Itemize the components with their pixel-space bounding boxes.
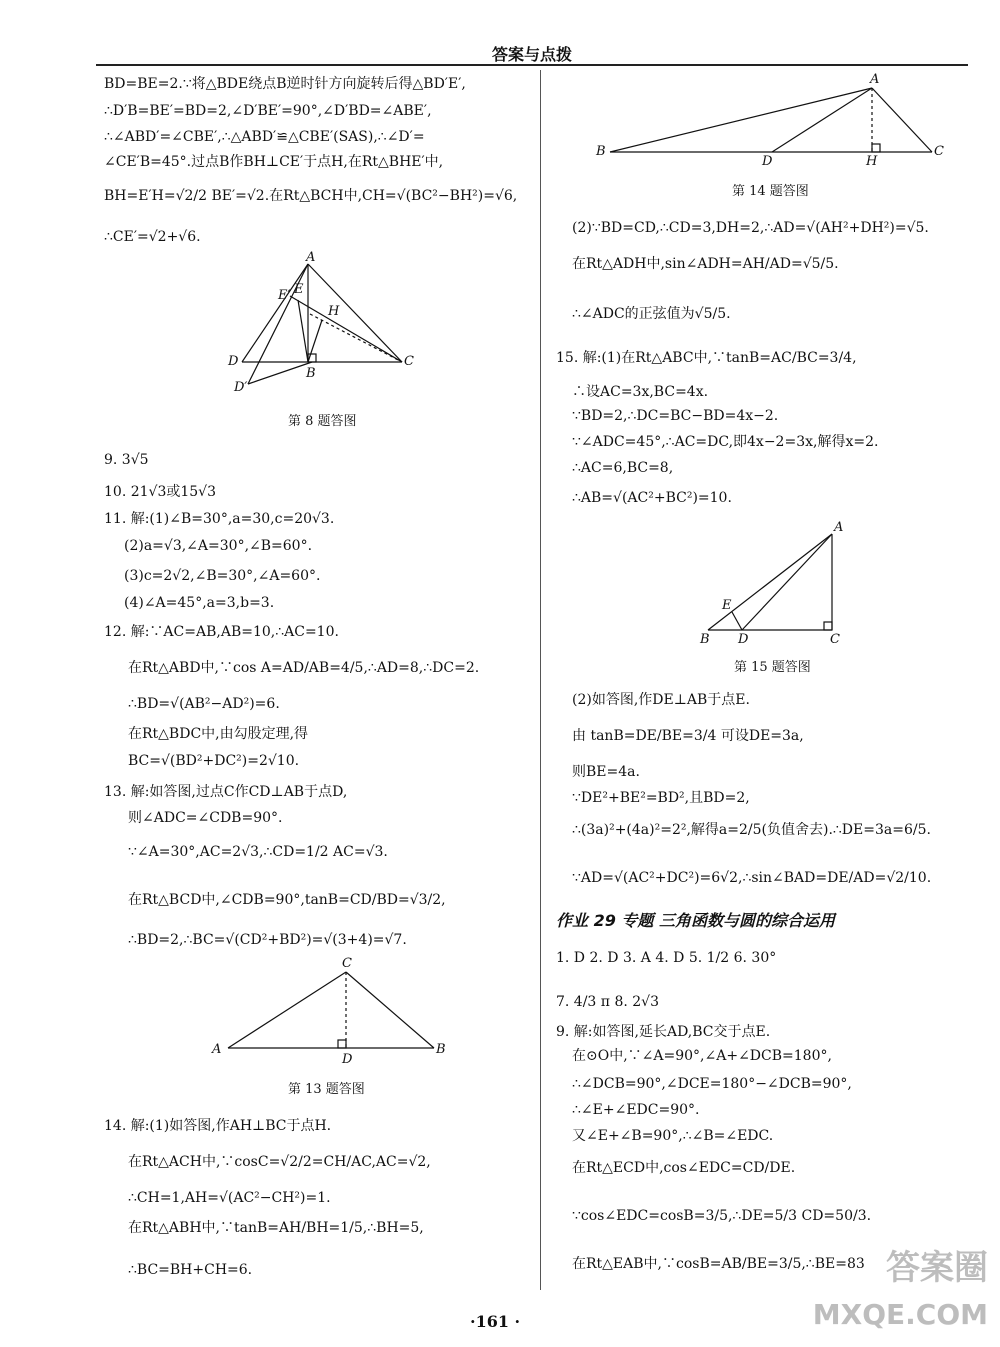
watermark-url: MXQE.COM — [812, 1298, 988, 1331]
header-title: 答案与点拨 — [491, 45, 572, 64]
page-header — [96, 40, 968, 66]
fig15-label: E — [722, 598, 732, 613]
figure-14-caption: 第 14 题答图 — [732, 184, 809, 199]
text-line: 在Rt△ACH中,∵cosC=√2/2=CH/AC,AC=√2, — [128, 1154, 431, 1170]
fig15-label: C — [830, 632, 840, 647]
figure-8 — [224, 252, 424, 406]
text-line: BD=BE=2.∵将△BDE绕点B逆时针方向旋转后得△BD′E′, — [104, 76, 466, 92]
text-line: ∴BD=2,∴BC=√(CD²+BD²)=√(3+4)=√7. — [128, 932, 407, 948]
fig14-label: B — [596, 144, 606, 159]
text-line: (2)a=√3,∠A=30°,∠B=60°. — [124, 538, 313, 554]
text-line: ∵DE²+BE²=BD²,且BD=2, — [572, 790, 750, 806]
fig8-label: C — [404, 354, 414, 369]
text-line: ∵cos∠EDC=cosB=3/5,∴DE=5/3 CD=50/3. — [572, 1208, 872, 1224]
text-line: ∴设AC=3x,BC=4x. — [572, 384, 709, 400]
text-line: ∴∠ABD′=∠CBE′,∴△ABD′≌△CBE′(SAS),∴∠D′= — [104, 129, 425, 145]
figure-13 — [208, 956, 448, 1067]
text-line: 14. 解:(1)如答图,作AH⊥BC于点H. — [104, 1118, 332, 1134]
fig8-label: E — [294, 282, 304, 297]
text-line: 在Rt△ADH中,sin∠ADH=AH/AD=√5/5. — [572, 256, 839, 272]
figure-15-diagram — [700, 520, 860, 646]
text-line: ∴AB=√(AC²+BC²)=10. — [572, 490, 732, 506]
text-line: BH=E′H=√2/2 BE′=√2.在Rt△BCH中,CH=√(BC²−BH²)=√6, — [104, 188, 518, 204]
text-line: 在Rt△BCD中,∠CDB=90°,tanB=CD/BD=√3/2, — [128, 892, 446, 908]
text-line: ∴BD=√(AB²−AD²)=6. — [128, 696, 280, 712]
text-line: ∴∠ADC的正弦值为√5/5. — [572, 306, 731, 322]
section-heading: 作业 29 专题 三角函数与圆的综合运用 — [556, 911, 835, 930]
text-line: 11. 解:(1)∠B=30°,a=30,c=20√3. — [104, 511, 335, 527]
fig13-label: D — [342, 1052, 353, 1067]
fig8-label: D′ — [234, 380, 248, 395]
figure-15 — [700, 520, 860, 650]
figure-13-diagram — [208, 956, 448, 1056]
text-line: ∴BC=BH+CH=6. — [128, 1262, 253, 1278]
column-divider — [540, 70, 541, 1290]
text-line: 在Rt△ECD中,cos∠EDC=CD/DE. — [572, 1160, 796, 1176]
text-line: 15. 解:(1)在Rt△ABC中,∵tanB=AC/BC=3/4, — [556, 350, 857, 366]
page-number: ·161 · — [470, 1312, 521, 1331]
text-line: 在Rt△BDC中,由勾股定理,得 — [128, 726, 309, 742]
fig8-label: B — [306, 366, 316, 381]
text-line: 7. 4/3 π 8. 2√3 — [556, 994, 659, 1010]
fig13-label: B — [436, 1042, 446, 1057]
text-line: ∴AC=6,BC=8, — [572, 460, 674, 476]
text-line: (3)c=2√2,∠B=30°,∠A=60°. — [124, 568, 321, 584]
fig8-label: D — [228, 354, 239, 369]
fig15-label: A — [834, 520, 844, 535]
text-line: 9. 解:如答图,延长AD,BC交于点E. — [556, 1024, 771, 1040]
text-line: (4)∠A=45°,a=3,b=3. — [124, 595, 275, 611]
text-line: 在Rt△ABH中,∵tanB=AH/BH=1/5,∴BH=5, — [128, 1220, 424, 1236]
fig13-label: A — [212, 1042, 222, 1057]
text-line: 在⊙O中,∵∠A=90°,∠A+∠DCB=180°, — [572, 1048, 832, 1064]
text-line: 则BE=4a. — [572, 764, 640, 780]
text-line: 在Rt△ABD中,∵cos A=AD/AB=4/5,∴AD=8,∴DC=2. — [128, 660, 480, 676]
figure-8-caption: 第 8 题答图 — [288, 414, 357, 429]
figure-14-diagram — [596, 74, 956, 170]
text-line: 在Rt△EAB中,∵cosB=AB/BE=3/5,∴BE=83 — [572, 1256, 865, 1272]
text-line: ∵BD=2,∴DC=BC−BD=4x−2. — [572, 408, 779, 424]
text-line: BC=√(BD²+DC²)=2√10. — [128, 753, 300, 769]
fig13-label: C — [342, 956, 352, 971]
text-line: ∴∠DCB=90°,∠DCE=180°−∠DCB=90°, — [572, 1076, 852, 1092]
figure-8-diagram — [224, 252, 424, 402]
fig14-label: H — [866, 154, 878, 169]
text-line: (2)∵BD=CD,∴CD=3,DH=2,∴AD=√(AH²+DH²)=√5. — [572, 220, 929, 236]
fig14-label: D — [762, 154, 773, 169]
text-line: ∴(3a)²+(4a)²=2²,解得a=2/5(负值舍去).∴DE=3a=6/5. — [572, 822, 931, 838]
text-line: ∴D′B=BE′=BD=2,∠D′BE′=90°,∠D′BD=∠ABE′, — [104, 103, 432, 119]
text-line: 由 tanB=DE/BE=3/4 可设DE=3a, — [572, 728, 804, 744]
text-line: 13. 解:如答图,过点C作CD⊥AB于点D, — [104, 784, 348, 800]
figure-14 — [596, 74, 956, 174]
fig15-label: B — [700, 632, 710, 647]
text-line: 则∠ADC=∠CDB=90°. — [128, 810, 283, 826]
fig14-label: C — [934, 144, 944, 159]
text-line: ∴∠E+∠EDC=90°. — [572, 1102, 700, 1118]
text-line: 1. D 2. D 3. A 4. D 5. 1/2 6. 30° — [556, 950, 777, 966]
fig8-label: E′ — [278, 288, 291, 303]
watermark-logo: 答案圈 — [886, 1248, 988, 1288]
fig15-label: D — [738, 632, 749, 647]
figure-15-caption: 第 15 题答图 — [734, 660, 811, 675]
text-line: ∵AD=√(AC²+DC²)=6√2,∴sin∠BAD=DE/AD=√2/10. — [572, 870, 932, 886]
fig14-label: A — [870, 72, 880, 87]
text-line: ∴CH=1,AH=√(AC²−CH²)=1. — [128, 1190, 331, 1206]
text-line: ∴CE′=√2+√6. — [104, 229, 201, 245]
figure-13-caption: 第 13 题答图 — [288, 1082, 365, 1097]
fig8-label: A — [306, 250, 316, 265]
fig8-label: H — [328, 304, 340, 319]
text-line: (2)如答图,作DE⊥AB于点E. — [572, 692, 750, 708]
text-line: 12. 解:∵AC=AB,AB=10,∴AC=10. — [104, 624, 339, 640]
text-line: ∵∠A=30°,AC=2√3,∴CD=1/2 AC=√3. — [128, 844, 388, 860]
text-line: 又∠E+∠B=90°,∴∠B=∠EDC. — [572, 1128, 774, 1144]
text-line: 9. 3√5 — [104, 452, 149, 468]
text-line: ∠CE′B=45°.过点B作BH⊥CE′于点H,在Rt△BHE′中, — [104, 154, 444, 170]
text-line: ∵∠ADC=45°,∴AC=DC,即4x−2=3x,解得x=2. — [572, 434, 879, 450]
text-line: 10. 21√3或15√3 — [104, 484, 216, 500]
